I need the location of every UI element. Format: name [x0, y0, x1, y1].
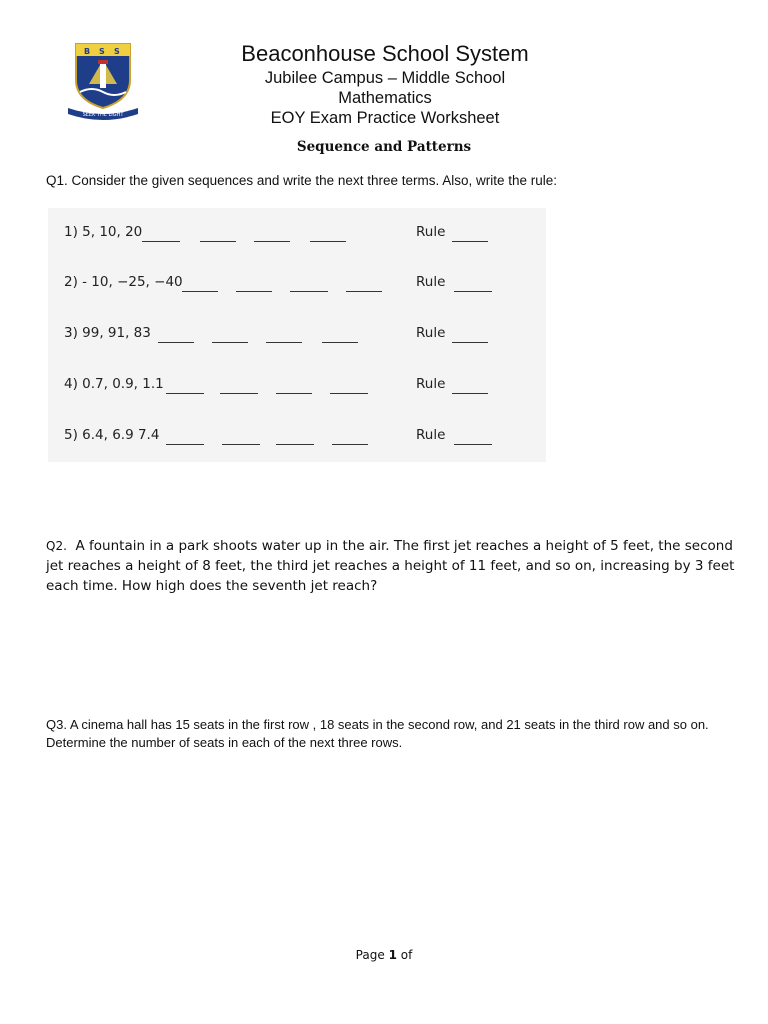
document-header [170, 40, 600, 128]
sequence-row [64, 427, 534, 449]
sequence-terms: 1) 5, 10, 20 [64, 224, 143, 240]
rule-label: Rule [416, 427, 446, 443]
rule-blank [454, 444, 492, 445]
campus-name: Jubilee Campus – Middle School [264, 69, 506, 87]
sequence-terms: 5) 6.4, 6.9 7.4 [64, 427, 160, 443]
sequence-terms: 4) 0.7, 0.9, 1.1 [64, 376, 164, 392]
question-2 [46, 536, 736, 596]
svg-text:S: S [99, 47, 105, 56]
svg-text:SEEK THE LIGHT: SEEK THE LIGHT [82, 112, 124, 118]
worksheet-title: EOY Exam Practice Worksheet [270, 109, 500, 127]
answer-blank [222, 444, 260, 445]
sequence-terms: 3) 99, 91, 83 [64, 325, 151, 341]
answer-blank [346, 291, 382, 292]
page-number: 1 [388, 948, 397, 962]
sequence-row [64, 274, 534, 296]
sequence-row [64, 224, 534, 246]
rule-blank [452, 241, 488, 242]
answer-blank [332, 444, 368, 445]
svg-text:S: S [114, 47, 120, 56]
svg-text:B: B [84, 47, 91, 56]
page-of-label: of [400, 948, 413, 962]
answer-blank [276, 444, 314, 445]
answer-blank [166, 444, 204, 445]
sequence-row [64, 376, 534, 398]
question-2-text: A fountain in a park shoots water up in the air. The first jet reaches a height of 5 feet, the second jet reaches a height of 8 feet, the third jet reaches a height of 11 feet, and so on, increasing by 3 feet each time. How high does the seventh jet reach? [46, 538, 735, 594]
page-footer [0, 948, 768, 962]
sequence-row [64, 325, 534, 347]
answer-blank [254, 241, 290, 242]
rule-label: Rule [416, 274, 446, 290]
answer-blank [322, 342, 358, 343]
question-2-number: Q2. [46, 539, 67, 553]
answer-blank [266, 342, 302, 343]
rule-blank [452, 342, 488, 343]
rule-blank [454, 291, 492, 292]
answer-blank [310, 241, 346, 242]
question-3: Q3. A cinema hall has 15 seats in the first row , 18 seats in the second row, and 21 seats in the third row and so on. Determine the number of seats in each of the next three rows. [46, 717, 709, 750]
page-label: Page [355, 948, 385, 962]
answer-blank [200, 241, 236, 242]
answer-blank [158, 342, 194, 343]
answer-blank [212, 342, 248, 343]
school-name: Beaconhouse School System [241, 41, 529, 66]
rule-blank [452, 393, 488, 394]
answer-blank [166, 393, 204, 394]
answer-blank [276, 393, 312, 394]
answer-blank [236, 291, 272, 292]
sequence-terms: 2) - 10, −25, −40 [64, 274, 183, 290]
rule-label: Rule [416, 376, 446, 392]
answer-blank [142, 241, 180, 242]
rule-label: Rule [416, 224, 446, 240]
answer-blank [290, 291, 328, 292]
answer-blank [220, 393, 258, 394]
answer-blank [330, 393, 368, 394]
rule-label: Rule [416, 325, 446, 341]
answer-blank [182, 291, 218, 292]
school-crest-logo [62, 40, 144, 122]
sequence-list [48, 208, 546, 462]
subject-name: Mathematics [338, 89, 432, 107]
section-title: Sequence and Patterns [296, 139, 472, 155]
question-1-prompt: Q1. Consider the given sequences and write the next three terms. Also, write the rule: [46, 173, 558, 188]
